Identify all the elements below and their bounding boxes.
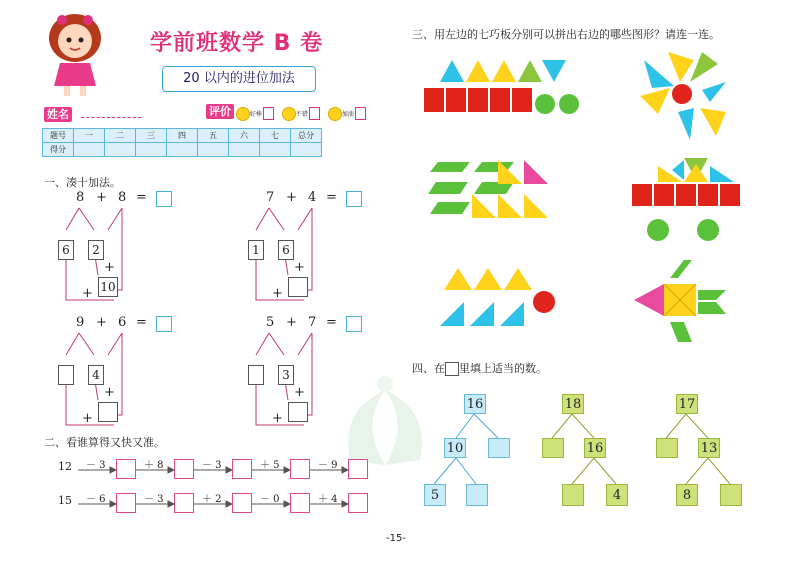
tree-node-top[interactable]: 16 [464,394,486,414]
split-box-right[interactable]: 2 [88,240,104,260]
girl-mascot-image [40,8,110,98]
bridge-problem-1: 8 + 8 = 6 2 + 10 + [56,190,186,305]
split-box-right[interactable]: 3 [278,365,294,385]
score-table-score-row: 得分 [43,143,322,157]
chain-answer-box[interactable] [116,493,136,513]
page-title: 学前班数学 B 卷 [150,31,324,56]
tree-node-top[interactable]: 17 [676,394,698,414]
eval-checkbox-try[interactable] [355,107,366,120]
tangram-set-3[interactable] [438,268,558,332]
tree-node-top[interactable]: 18 [562,394,584,414]
bridge-problem-4: 5 + 7 = 3 + + [246,315,376,430]
chain-answer-box[interactable] [232,459,252,479]
name-line [81,117,141,118]
chain-answer-box[interactable] [174,493,194,513]
tree-node-bottom-left[interactable] [562,484,584,506]
tree-node-mid[interactable] [542,438,564,458]
tree-node-mid-right[interactable] [488,438,510,458]
chain-answer-box[interactable] [348,459,368,479]
tangram-set-2[interactable] [428,160,558,224]
smile-icon [282,107,296,121]
name-field[interactable] [44,103,141,122]
section3-title: 三、用左边的七巧板分别可以拼出右边的哪些图形？请连一连。 [412,28,720,41]
ten-box[interactable]: 10 [98,277,118,297]
split-box-right[interactable]: 4 [88,365,104,385]
evaluation-row: 评价 好棒 不错 加油 [206,103,366,121]
pinwheel-figure[interactable] [640,52,730,142]
split-box-left[interactable] [248,365,264,385]
tank-figure[interactable] [628,158,740,248]
answer-box[interactable] [156,191,172,207]
bridge-problem-3: 9 + 6 = 4 + + [56,315,186,430]
smile-icon [236,107,250,121]
chain-answer-box[interactable] [290,493,310,513]
number-tree-1 [420,392,530,514]
answer-box[interactable] [156,316,172,332]
number-tree-2 [538,392,648,514]
ten-box[interactable] [98,402,118,422]
tree-node-mid[interactable] [656,438,678,458]
eval-checkbox-ok[interactable] [309,107,320,120]
eval-label: 评价 [206,104,234,119]
ten-box[interactable] [288,277,308,297]
number-tree-3 [652,392,762,514]
tree-node-bottom-right[interactable]: 4 [606,484,628,506]
answer-box[interactable] [346,191,362,207]
chain-answer-box[interactable] [232,493,252,513]
split-box-right[interactable]: 6 [278,240,294,260]
tree-node-bottom-left[interactable]: 8 [676,484,698,506]
name-label: 姓名 [44,107,72,122]
fish-figure[interactable] [634,260,730,344]
chain-answer-box[interactable] [174,459,194,479]
section4-title: 四、在 里填上适当的数。 [412,362,547,375]
tree-node-bottom-left[interactable]: 5 [424,484,446,506]
tree-node-mid[interactable]: 10 [444,438,466,458]
answer-box[interactable] [346,316,362,332]
score-table [42,128,322,157]
page-number: -15- [386,533,406,544]
score-table-header-row: 题号 一 二 三 四 五 六 七 总分 [43,129,322,143]
chain-answer-box[interactable] [290,459,310,479]
section2-title: 二、看谁算得又快又准。 [44,436,165,449]
split-box-left[interactable] [58,365,74,385]
chain-answer-box[interactable] [348,493,368,513]
box-glyph [445,362,459,376]
page-subtitle: 20 以内的进位加法 [162,66,316,92]
chain-answer-box[interactable] [116,459,136,479]
tree-node-bottom-right[interactable] [720,484,742,506]
tangram-set-1[interactable] [424,58,584,122]
chain-row-2: 15 － 6 － 3 ＋ 2 － 0 ＋ 4 [58,490,378,514]
section1-title: 一、凑十加法。 [44,176,121,189]
bridge-problem-2: 7 + 4 = 1 6 + + [246,190,376,305]
tree-node-mid-right[interactable]: 13 [698,438,720,458]
chain-row-1: 12 － 3 ＋ 8 － 3 ＋ 5 － 9 [58,456,378,480]
split-box-left[interactable]: 6 [58,240,74,260]
tree-node-bottom-right[interactable] [466,484,488,506]
ten-box[interactable] [288,402,308,422]
tree-node-mid-right[interactable]: 16 [584,438,606,458]
eval-checkbox-good[interactable] [263,107,274,120]
split-box-left[interactable]: 1 [248,240,264,260]
smile-icon [328,107,342,121]
